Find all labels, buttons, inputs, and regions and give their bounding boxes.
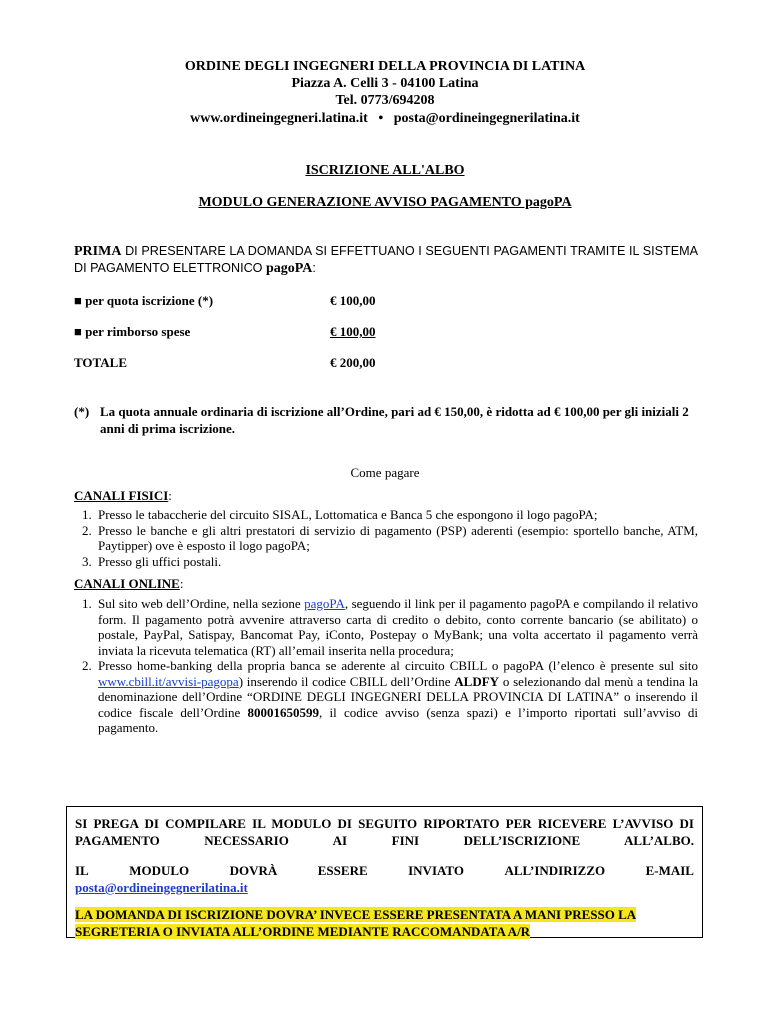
payment-label-quota: ■ per quota iscrizione (*) (74, 293, 214, 308)
list-item: 3. Presso gli uffici postali. (82, 553, 222, 569)
payment-amount-rimborso: € 100,00 (330, 324, 376, 339)
org-email[interactable]: posta@ordineingegnerilatina.it (393, 111, 580, 126)
canali-online-heading (74, 576, 183, 592)
intro-text: DI PRESENTARE LA DOMANDA SI EFFETTUANO I SEGUENTI PAGAMENTI TRAMITE IL SISTEMA DI PAGAMENTO ELETTRONICO (74, 244, 698, 275)
org-contacts (0, 110, 770, 127)
cbill-link[interactable]: www.cbill.it/avvisi-pagopa (98, 673, 239, 689)
cbill-code: ALDFY (454, 673, 500, 689)
box-paragraph-1: SI PREGA DI COMPILARE IL MODULO DI SEGUITO RIPORTATO PER RICEVERE L’AVVISO DI PAGAMENTO NECESSARIO AI FINI DELL’ISCRIZIONE ALL’ALBO. (75, 816, 694, 848)
list-item: 2. Presso le banche e gli altri prestatori di servizio di pagamento (PSP) aderenti (esempio: sportello banche, ATM, Paytipper) ove è esposto il logo pagoPA; (82, 522, 698, 553)
intro-pagopa: pagoPA (265, 261, 313, 276)
org-website[interactable]: www.ordineingegneri.latina.it (190, 111, 368, 126)
payment-amount-totale: € 200,00 (330, 355, 376, 370)
canali-online-title: CANALI ONLINE (74, 576, 180, 591)
list-item: 1. Sul sito web dell’Ordine, nella sezione pagoPA, seguendo il link per il pagamento pagoPA e compilando il relativo form. Il pagamento potrà avvenire attraverso carta di credito o debito, conto corrente bancario (se abilitato) o postale, PayPal, Satispay, Bancomat Pay, iConto, Postepay o MyBank; una volta accertato il pagamento verrà inviata la ricevuta telematica (RT) all’email inserita nella procedura; (82, 596, 698, 658)
intro-paragraph (74, 243, 698, 277)
note-marker: (*) (74, 404, 90, 419)
org-address: Piazza A. Celli 3 - 04100 Latina (291, 76, 479, 91)
box-paragraph-2-line: IL MODULO DOVRÀ ESSERE INVIATO ALL’INDIRIZZO E-MAIL (75, 863, 694, 878)
org-name: ORDINE DEGLI INGEGNERI DELLA PROVINCIA DI LATINA (184, 59, 586, 74)
bullet-separator: • (378, 111, 384, 126)
title-iscrizione: ISCRIZIONE ALL'ALBO (305, 163, 465, 178)
how-to-pay-heading: Come pagare (350, 465, 420, 480)
canali-fisici-colon: : (168, 488, 172, 503)
box-email-link[interactable]: posta@ordineingegnerilatina.it (75, 880, 248, 895)
codice-fiscale: 80001650599 (247, 704, 320, 720)
pagopa-link[interactable]: pagoPA (304, 596, 345, 611)
intro-colon: : (312, 261, 316, 275)
note-text: La quota annuale ordinaria di iscrizione all’Ordine, pari ad € 150,00, è ridotta ad € 100,00 per gli iniziali 2 anni di prima iscrizione. (100, 404, 689, 436)
org-phone: Tel. 0773/694208 (335, 93, 435, 108)
canali-online-list (74, 596, 698, 736)
payment-label-totale: TOTALE (74, 355, 127, 370)
canali-online-colon: : (179, 576, 184, 591)
box-paragraph-3: LA DOMANDA DI ISCRIZIONE DOVRA’ INVECE ESSERE PRESENTATA A MANI PRESSO LA SEGRETERIA O INVIATA ALL’ORDINE MEDIANTE RACCOMANDATA A/R (75, 907, 637, 939)
canali-fisici-title: CANALI FISICI (74, 488, 169, 503)
instructions-box (66, 806, 703, 938)
canali-fisici-list (74, 507, 698, 569)
canali-fisici-heading (74, 488, 172, 504)
list-item: 1. Presso le tabaccherie del circuito SISAL, Lottomatica e Banca 5 che espongono il logo pagoPA; (82, 507, 598, 522)
payment-label-rimborso: ■ per rimborso spese (74, 324, 191, 339)
title-modulo: MODULO GENERAZIONE AVVISO PAGAMENTO pagoPA (198, 195, 572, 210)
payment-amount-quota: € 100,00 (330, 293, 376, 308)
list-item: 2. Presso home-banking della propria banca se aderente al circuito CBILL o pagoPA (l’elenco è presente sul sito www.cbill.it/avvisi-pagopa) inserendo il codice CBILL dell’Ordine ALDFY o selezionando dal menù a tendina la denominazione dell’Ordine “ORDINE DEGLI INGEGNERI DELLA PROVINCIA DI LATINA” o inserendo il codice fiscale dell’Ordine 80001650599, il codice avviso (senza spazi) e l’importo riportati sull’avviso di pagamento. (82, 658, 698, 735)
intro-bold-word: PRIMA (74, 244, 122, 259)
